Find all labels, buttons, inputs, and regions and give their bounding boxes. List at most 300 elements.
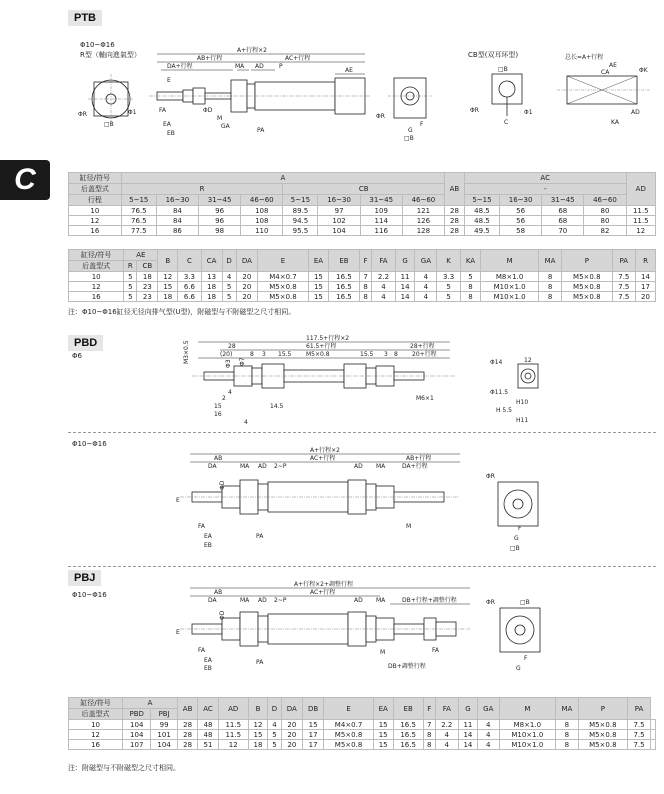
pbd6-n3: 3	[262, 351, 266, 358]
table-cell: 48.5	[464, 206, 499, 216]
table-cell: D	[268, 698, 282, 720]
table-cell: 108	[241, 206, 283, 216]
table-cell: 99	[151, 720, 178, 730]
table-cell: 48.5	[464, 216, 499, 226]
cb-end-view	[472, 64, 542, 128]
table-cell: 4	[222, 272, 236, 282]
pbd6-n28: 28	[228, 343, 236, 350]
pbj-g: G	[516, 665, 521, 672]
table-row	[69, 740, 656, 750]
pbd-phi10-side-view	[170, 448, 470, 550]
pbj-side-view	[170, 580, 480, 672]
pbj-e: E	[176, 629, 180, 636]
cell: 行程	[69, 195, 122, 206]
ptb-rear-r-label: ΦR	[376, 113, 385, 120]
table-cell: M5×0.8	[562, 292, 613, 302]
pbd10-p: 2~P	[274, 463, 287, 470]
table-cell: 11.5	[626, 206, 655, 216]
table-cell: M	[481, 250, 539, 272]
cell: 46~60	[402, 195, 444, 206]
cell: 31~45	[360, 195, 402, 206]
pbd6-m5: M5×0.8	[306, 351, 330, 358]
table-cell: 104	[318, 226, 360, 236]
pbd6-n20: (20)	[220, 351, 233, 358]
pbd6-n155: 15.5	[278, 351, 292, 358]
table-cell	[650, 720, 655, 730]
table-cell: 3.3	[437, 272, 460, 282]
ptb-p-label: P	[279, 63, 283, 70]
table-cell: M5×0.8	[562, 282, 613, 292]
table-cell: 102	[318, 216, 360, 226]
pbd10-ma2: MA	[376, 463, 386, 470]
pbd10-pa: PA	[256, 533, 264, 540]
table-cell: 10	[69, 272, 124, 282]
pbd-tag: PBD	[68, 335, 103, 351]
table-cell: 后盖型式	[69, 709, 123, 720]
pbj-b: □B	[520, 599, 530, 606]
ptb-g-label: G	[408, 127, 413, 134]
table-cell: 96	[199, 216, 241, 226]
ptb-fa-label: FA	[159, 107, 167, 114]
table-cell: 56	[500, 206, 542, 216]
ptb-pa-label: PA	[257, 127, 265, 134]
pbd6-right: 28+行程	[410, 343, 435, 350]
table-row	[69, 226, 656, 236]
table-cell: 4	[268, 720, 282, 730]
table-cell: 17	[636, 282, 656, 292]
cell: 5~15	[283, 195, 318, 206]
cell: -	[464, 184, 626, 195]
table-cell: 28	[445, 226, 465, 236]
ptb-ea-label: EA	[163, 121, 171, 128]
table-cell: 16	[69, 226, 122, 236]
pbd-phi10-end-view	[482, 466, 554, 554]
table-cell: 20	[636, 292, 656, 302]
ptb-cb-title: CB型(双耳环型)	[468, 51, 519, 59]
table-cell: R	[124, 261, 137, 272]
table-cell: 11.5	[626, 216, 655, 226]
table-cell: 6.6	[178, 282, 201, 292]
cell: AC	[464, 173, 626, 184]
table-cell: 14	[636, 272, 656, 282]
table-cell: 68	[542, 216, 584, 226]
pbd-bore6: Φ6	[72, 352, 82, 360]
table-cell: AD	[218, 698, 248, 720]
table-cell: 14	[458, 740, 477, 750]
table-cell: 17	[302, 730, 323, 740]
pbd10-da: DA	[208, 463, 217, 470]
table-cell: EB	[329, 250, 360, 272]
pbj-ab: AB	[214, 589, 223, 596]
ptb-side-view	[145, 46, 375, 138]
table-cell	[650, 730, 655, 740]
table-cell: M5×0.8	[562, 272, 613, 282]
pbd6-total: 117.5+行程×2	[306, 335, 350, 342]
table-cell: 7.5	[612, 292, 635, 302]
table-header-row	[69, 250, 656, 261]
table-cell: 20	[236, 272, 258, 282]
table-cell: 18	[248, 740, 267, 750]
pbd6-n4: 4	[228, 389, 232, 396]
table-cell: M5×0.8	[324, 730, 373, 740]
table-cell: M5×0.8	[258, 292, 309, 302]
cell: 16~30	[156, 195, 198, 206]
pbd6-m3: M3×0.5	[183, 340, 190, 364]
table-cell: 15	[158, 282, 178, 292]
ptb-ac-label: AC+行程	[285, 55, 311, 62]
table-cell: 23	[137, 292, 158, 302]
ptb-f-label: F	[420, 121, 424, 128]
table-cell: P	[578, 698, 627, 720]
ptb-b-label: □B	[104, 121, 114, 128]
cb-c-label: C	[504, 119, 509, 126]
table-cell: 84	[156, 206, 198, 216]
table-cell: 107	[123, 740, 151, 750]
table-cell: 8	[539, 272, 562, 282]
ptb-eb-label: EB	[167, 130, 175, 137]
table-cell: 12	[69, 216, 122, 226]
cell: 31~45	[199, 195, 241, 206]
table-cell: M5×0.8	[578, 740, 627, 750]
table-cell: M5×0.8	[578, 720, 627, 730]
table-cell: 82	[584, 226, 626, 236]
table-cell: F	[423, 698, 435, 720]
table-cell: 16.5	[329, 292, 360, 302]
note-2: 注：附磁型与不附磁型之尺寸相同。	[68, 764, 180, 772]
ptb-rear-b-label: □B	[404, 135, 414, 142]
table-cell: G	[458, 698, 477, 720]
table-cell: 4	[435, 730, 458, 740]
table-cell: PBJ	[151, 709, 178, 720]
table-cell: 10	[69, 720, 123, 730]
pbj-ad: AD	[258, 597, 267, 604]
table-cell: MA	[539, 250, 562, 272]
pbd6-r20: 20+行程	[412, 351, 437, 358]
table-cell: 8	[556, 720, 578, 730]
cell: CB	[283, 184, 445, 195]
table-cell: 28	[177, 720, 197, 730]
table-cell: M8×1.0	[481, 272, 539, 282]
table-cell: 18	[201, 292, 222, 302]
pbd6-mid: 61.5+行程	[306, 343, 337, 350]
pbd6-n12: 12	[524, 357, 532, 364]
table-row	[69, 720, 656, 730]
pbd6-n15: 15	[214, 403, 222, 410]
spec-table-pbd-pbj	[68, 697, 656, 750]
table-cell: 104	[151, 740, 178, 750]
cb-total-label: 总长=A+行程	[565, 54, 604, 61]
ptb-tag: PTB	[68, 10, 102, 26]
pbd10-das: DA+行程	[402, 463, 428, 470]
table-cell: 12	[69, 730, 123, 740]
table-row	[69, 282, 656, 292]
pbd6-d14: Φ14	[490, 359, 503, 366]
table-cell: M	[499, 698, 556, 720]
table-cell: 11	[395, 272, 415, 282]
table-cell: B	[158, 250, 178, 272]
table-cell: 15	[308, 282, 328, 292]
pbd-phi6-side-view	[183, 334, 460, 426]
pbd6-n145: 14.5	[270, 403, 284, 410]
pbj-pa: PA	[256, 659, 264, 666]
table-cell: K	[437, 250, 460, 272]
table-cell: 126	[402, 216, 444, 226]
table-cell: 10	[69, 206, 122, 216]
table-cell: 7.5	[628, 730, 651, 740]
table-cell: 5	[124, 292, 137, 302]
table-cell: 13	[201, 272, 222, 282]
ptb-subtitle: R型（軸向進氣型）	[80, 51, 141, 59]
table-cell: B	[248, 698, 267, 720]
table-cell: 23	[137, 282, 158, 292]
ptb-e-label: E	[167, 77, 171, 84]
table-header-row	[69, 184, 656, 195]
table-cell: MA	[556, 698, 578, 720]
table-cell: 14	[395, 282, 415, 292]
pbj-top: A+行程×2+調整行程	[294, 581, 354, 588]
table-cell: 4	[415, 272, 437, 282]
table-cell: 110	[241, 226, 283, 236]
pbd6-n4b: 4	[244, 419, 248, 426]
pbj-tag: PBJ	[68, 570, 101, 586]
table-cell: 58	[500, 226, 542, 236]
table-cell: M10×1.0	[499, 740, 556, 750]
cell: 后盖型式	[69, 184, 122, 195]
pbj-ad2: AD	[354, 597, 363, 604]
table-cell: 7.5	[628, 740, 651, 750]
table-cell: M4×0.7	[258, 272, 309, 282]
table-cell: 11.5	[218, 720, 248, 730]
table-row	[69, 292, 656, 302]
table-cell: 68	[542, 206, 584, 216]
table-cell: 18	[137, 272, 158, 282]
table-cell: 48	[198, 730, 218, 740]
cell: AE	[124, 250, 158, 261]
pbd6-n16: 16	[214, 411, 222, 418]
table-cell: 56	[500, 216, 542, 226]
table-cell: 76.5	[121, 216, 156, 226]
table-cell: M5×0.8	[324, 740, 373, 750]
pbd10-ad2: AD	[354, 463, 363, 470]
table-cell: 15	[373, 730, 393, 740]
table-cell: 95.5	[283, 226, 318, 236]
table-cell: 8	[359, 292, 371, 302]
table-cell: 5	[437, 282, 460, 292]
table-cell: 108	[241, 216, 283, 226]
table-row	[69, 206, 656, 216]
pbd6-h11: H11	[516, 417, 529, 424]
table-cell: 20	[236, 282, 258, 292]
table-cell: 101	[151, 730, 178, 740]
table-cell: 4	[478, 740, 499, 750]
table-cell: PA	[628, 698, 651, 720]
ptb-ga-label: GA	[221, 123, 230, 130]
ptb-i-label: Φ1	[128, 109, 137, 116]
cell: 31~45	[542, 195, 584, 206]
table-cell: 8	[460, 282, 480, 292]
table-cell: 28	[177, 740, 197, 750]
cb-r-label: ΦR	[470, 107, 479, 114]
pbd6-m6: M6×1	[416, 395, 434, 402]
table-cell: 5	[268, 740, 282, 750]
table-cell: 7.5	[612, 272, 635, 282]
ptb-rear-view	[376, 70, 440, 142]
table-cell: 4	[415, 292, 437, 302]
pbd10-ab: AB	[214, 455, 223, 462]
table-cell: 18	[158, 292, 178, 302]
table-cell: 5	[437, 292, 460, 302]
table-cell: 97	[318, 206, 360, 216]
table-cell: 2.2	[435, 720, 458, 730]
cb-k-label: ΦK	[639, 67, 648, 74]
table-cell: CB	[137, 261, 158, 272]
table-cell: 4	[435, 740, 458, 750]
pbj-d: ΦD	[219, 610, 226, 620]
table-cell: 96	[199, 206, 241, 216]
pbj-db: DB+行程+調整行程	[402, 597, 457, 604]
cb-ae-label: AE	[609, 62, 617, 69]
table-cell: M5×0.8	[578, 730, 627, 740]
pbd6-d3: Φ3	[225, 359, 232, 368]
cell: 46~60	[241, 195, 283, 206]
table-cell: 15	[302, 720, 323, 730]
table-cell: 11	[458, 720, 477, 730]
table-cell: 5	[222, 282, 236, 292]
table-row	[69, 272, 656, 282]
ptb-da-label: DA+行程	[167, 63, 193, 70]
table-cell: 8	[539, 282, 562, 292]
table-cell: 12	[158, 272, 178, 282]
table-cell: 6.6	[178, 292, 201, 302]
divider	[68, 566, 656, 567]
pbj-fa: FA	[198, 647, 206, 654]
table-cell: 109	[360, 206, 402, 216]
pbd10-b: □B	[510, 545, 520, 552]
table-cell: M4×0.7	[324, 720, 373, 730]
table-cell: 后盖型式	[69, 261, 124, 272]
table-cell: 5	[460, 272, 480, 282]
table-cell: 49.5	[464, 226, 499, 236]
table-cell: CA	[201, 250, 222, 272]
table-row	[69, 216, 656, 226]
table-cell: 16.5	[329, 272, 360, 282]
table-cell: 4	[478, 730, 499, 740]
table-cell: 7	[423, 720, 435, 730]
table-cell: EA	[373, 698, 393, 720]
table-cell: 15	[248, 730, 267, 740]
table-row	[69, 730, 656, 740]
table-cell: 7	[359, 272, 371, 282]
pbd6-n3b: 3	[384, 351, 388, 358]
table-cell: 4	[415, 282, 437, 292]
table-cell: 8	[556, 740, 578, 750]
pbd6-n8b: 8	[394, 351, 398, 358]
pbd6-h10: H10	[516, 399, 529, 406]
pbd6-d7: Φ7	[239, 357, 246, 366]
table-cell: P	[562, 250, 613, 272]
table-cell: 12	[218, 740, 248, 750]
table-cell: D	[222, 250, 236, 272]
cell: A	[121, 173, 444, 184]
pbj-fa2: FA	[432, 647, 440, 654]
table-cell	[650, 740, 655, 750]
table-cell: R	[636, 250, 656, 272]
pbd10-eb: EB	[204, 542, 212, 549]
table-cell: AB	[177, 698, 197, 720]
table-cell: 15	[373, 740, 393, 750]
table-cell: M10×1.0	[481, 292, 539, 302]
ptb-ad-label: AD	[255, 63, 264, 70]
pbj-ea: EA	[204, 657, 212, 664]
table-cell: 14	[458, 730, 477, 740]
cell: AD	[626, 173, 655, 206]
pbd6-n2: 2	[222, 395, 226, 402]
ptb-m-label: M	[217, 115, 223, 122]
cell: 46~60	[584, 195, 626, 206]
table-cell: G	[395, 250, 415, 272]
table-cell: 121	[402, 206, 444, 216]
table-cell: 8	[423, 740, 435, 750]
table-header-row	[69, 195, 656, 206]
table-cell: 4	[372, 282, 395, 292]
ptb-end-view	[80, 70, 140, 130]
pbd10-r: ΦR	[486, 473, 495, 480]
table-cell: 3.3	[178, 272, 201, 282]
pbj-da: DA	[208, 597, 217, 604]
table-cell: 89.5	[283, 206, 318, 216]
table-cell: 114	[360, 216, 402, 226]
pbd10-g: G	[514, 535, 519, 542]
cell: 5~15	[121, 195, 156, 206]
table-cell: 80	[584, 206, 626, 216]
table-cell: F	[359, 250, 371, 272]
table-cell: 16	[69, 740, 123, 750]
table-cell: M10×1.0	[499, 730, 556, 740]
table-cell: 51	[198, 740, 218, 750]
table-cell: 8	[359, 282, 371, 292]
table-cell: 8	[539, 292, 562, 302]
table-cell: 16.5	[393, 730, 423, 740]
pbj-end-view	[484, 594, 554, 678]
table-cell: E	[258, 250, 309, 272]
pbj-bore: Φ10~Φ16	[72, 591, 107, 599]
pbj-p: 2~P	[274, 597, 287, 604]
pbd10-ac: AC+行程	[310, 455, 336, 462]
table-cell: 11.5	[218, 730, 248, 740]
table-cell: FA	[435, 698, 458, 720]
ptb-ae-label: AE	[345, 67, 353, 74]
table-cell: 86	[156, 226, 198, 236]
pbd-bore10: Φ10~Φ16	[72, 440, 107, 448]
note-1: 注：Φ10~Φ16缸径无径向排气型(U型)，附磁型与不附磁型之尺寸相同。	[68, 308, 296, 316]
table-cell: DA	[236, 250, 258, 272]
table-cell: C	[178, 250, 201, 272]
table-cell: 128	[402, 226, 444, 236]
divider	[68, 432, 656, 433]
table-cell: M8×1.0	[499, 720, 556, 730]
table-cell: 16.5	[329, 282, 360, 292]
section-tab-c: C	[0, 160, 50, 200]
pbj-r: ΦR	[486, 599, 495, 606]
cb-b-label: □B	[498, 66, 508, 73]
table-cell: E	[324, 698, 373, 720]
table-cell: M5×0.8	[258, 282, 309, 292]
cb-ka-label: KA	[611, 119, 619, 126]
table-cell: 20	[281, 740, 302, 750]
table-cell: M10×1.0	[481, 282, 539, 292]
table-cell: 20	[236, 292, 258, 302]
ptb-d-label: ΦD	[203, 107, 213, 114]
